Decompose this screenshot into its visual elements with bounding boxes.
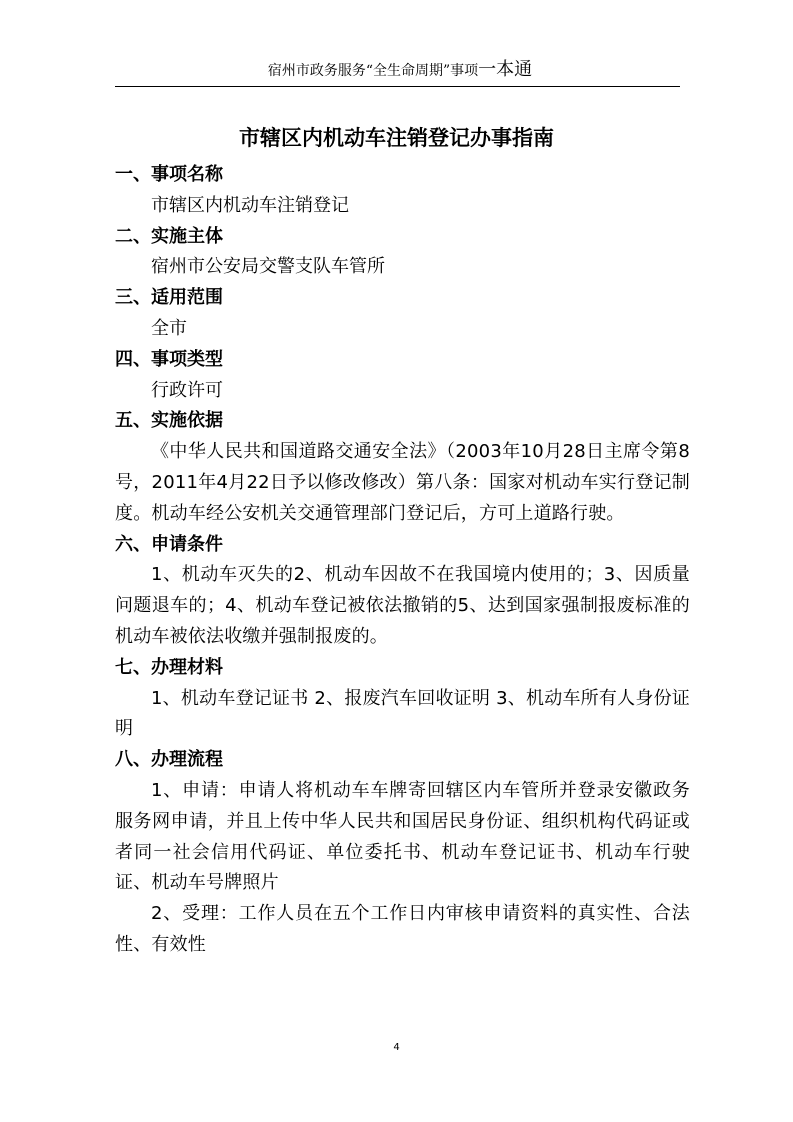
section-legal-basis: [115, 406, 690, 529]
section-heading: 一、事项名称: [115, 164, 223, 185]
section-heading: 七、办理材料: [115, 656, 223, 678]
section-heading: 三、适用范围: [115, 287, 223, 309]
section-item-type: [115, 345, 690, 407]
running-header: [150, 60, 650, 81]
section-paragraph: 1、申请：申请人将机动车车牌寄回辖区内车管所并登录安徽政务服务网申请，并且上传中华人民共和国居民身份证、组织机构代码证或者同一社会信用代码证、单位委托书、机动车登记证书、机动车行驶证、机动车号牌照片: [115, 779, 690, 894]
document-body: [115, 160, 690, 961]
section-text: 全市: [151, 317, 187, 339]
section-heading: 二、实施主体: [115, 225, 223, 247]
section-item-name: [115, 160, 690, 222]
section-implementing-body: [115, 222, 690, 284]
section-heading: 六、申请条件: [115, 533, 223, 555]
section-conditions: [115, 530, 690, 653]
page-number: 4: [393, 1042, 400, 1053]
header-divider: [115, 86, 680, 87]
section-process: [115, 745, 690, 961]
section-heading: 八、办理流程: [115, 749, 223, 771]
section-paragraph: 1、机动车登记证书 2、报废汽车回收证明 3、机动车所有人身份证明: [115, 687, 690, 740]
section-paragraph: 《中华人民共和国道路交通安全法》（2003年10月28日主席令第8号，2011年4月22日予以修改修改）第八条：国家对机动车实行登记制度。机动车经公安机关交通管理部门登记后，方可上道路行驶。: [115, 441, 690, 524]
section-text: 宿州市公安局交警支队车管所: [151, 256, 385, 278]
section-text: 市辖区内机动车注销登记: [151, 194, 349, 216]
section-scope: [115, 283, 690, 345]
section-heading: 四、事项类型: [115, 348, 223, 370]
document-title: 市辖区内机动车注销登记办事指南: [239, 126, 554, 150]
section-text: 行政许可: [151, 379, 223, 401]
running-header-text: 宿州市政务服务“全生命周期”事项: [267, 63, 479, 79]
section-heading: 五、实施依据: [115, 410, 223, 432]
running-header-tail: 一本通: [478, 59, 533, 80]
section-paragraph: 1、机动车灭失的2、机动车因故不在我国境内使用的；3、因质量问题退车的；4、机动车登记被依法撤销的5、达到国家强制报废标准的机动车被依法收缴并强制报废的。: [115, 564, 690, 647]
section-materials: [115, 653, 690, 745]
section-paragraph: 2、受理：工作人员在五个工作日内审核申请资料的真实性、合法性、有效性: [115, 903, 690, 955]
